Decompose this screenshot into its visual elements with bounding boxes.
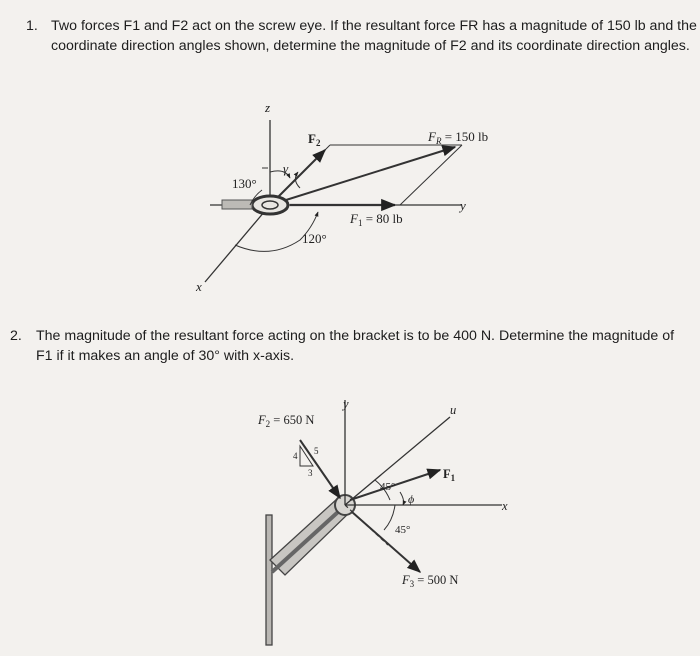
figure-1-labels <box>195 100 488 294</box>
problem-2-number: 2. <box>10 328 22 344</box>
angle-45-bottom-label: 45° <box>395 524 411 536</box>
u-axis <box>345 417 450 505</box>
f3-label: $F_3 = 500$ N <box>402 573 459 589</box>
triangle-5-label: 5 <box>314 446 319 456</box>
triangle-4-label: 4 <box>293 451 298 461</box>
x-axis-label-2: x <box>502 499 508 513</box>
y-axis-label: y <box>460 198 466 213</box>
angle-120-label: 120° <box>302 231 327 246</box>
angle-45-top-label: 45° <box>380 481 396 493</box>
z-axis-label: z <box>265 100 271 115</box>
y-axis-label-2: y <box>343 397 349 411</box>
problem-2-text: The magnitude of the resultant force acting on the bracket is to be 400 N. Determine the magnitude of F1 if it makes an angle of 30° with x-axis. <box>36 328 675 364</box>
problem-1-number: 1. <box>26 18 38 34</box>
f1-label: $F_1 = 80$ lb <box>350 211 403 228</box>
angle-130-label: 130° <box>232 176 257 191</box>
phi-label: ϕ <box>408 492 415 506</box>
triangle-3-label: 3 <box>308 468 313 478</box>
f2-label-2: $F_2 = 650$ N <box>258 413 315 429</box>
f2-vector-2 <box>300 440 340 498</box>
problem-1-text: Two forces F1 and F2 act on the screw eye. If the resultant force FR has a magnitude of 150 lb and the coordinate direction angles shown, determine the magnitude of F2 and its coordinate direction angles. <box>51 18 697 54</box>
wall-plate <box>266 515 272 645</box>
gamma-label: γ <box>283 161 289 176</box>
f1-label-2: $F_1$ <box>443 467 456 483</box>
screw-eye <box>252 196 288 214</box>
f2-label: $F_2$ <box>308 131 321 148</box>
u-axis-label: u <box>450 403 457 417</box>
figure-1 <box>205 120 462 282</box>
figure-2 <box>266 400 502 645</box>
x-axis <box>205 205 270 282</box>
fr-label: $F_R = 150$ lb <box>428 129 489 146</box>
x-axis-label: x <box>196 279 202 294</box>
